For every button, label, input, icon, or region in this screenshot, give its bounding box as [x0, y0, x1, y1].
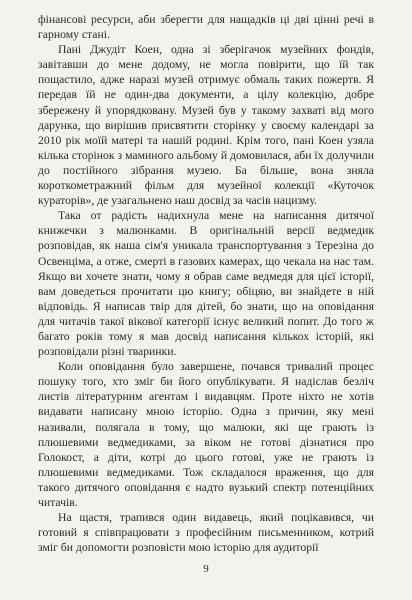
page-number: 9: [203, 563, 209, 575]
paragraph: Коли оповідання було завершене, почався тривалий процес пошуку того, хто зміг би його опублікувати. Я надіслав безліч листів літературним агентам і видавцям. Проте ніхто не хотів видавати написану мною історію. Одна з причин, яку мені називали, полягала в тому, що малюки, які ще грають із плюшевими ведмедиками, за віком не готові дізнатися про Голокост, а діти, котрі до цього готові, уже не грають із плюшевими ведмедиками. Тож складалося враження, що для такого дитячого оповідання є надто вузький спектр потенційних читачів.: [38, 360, 374, 509]
paragraph: Така от радість надихнула мене на написання дитячої книжечки з малюнками. В оригінальній версії ведмедик розповідав, як наша сім'я уникала транспортування з Терезіна до Освенціма, а отже, смерті в газових камерах, що чекала на нас там. Якщо ви хочете знати, чому я обрав саме ведмедя для цієї історії, вам доведеться прочитати цю книгу; обіцяю, ви знайдете в ній відповідь. Я написав твір для дітей, бо знати, що на оповідання для читачів такої вікової категорії існує великий попит. До того ж багато років тому я мав досвід написання кількох історій, які розповідали різні тваринки.: [38, 209, 374, 359]
paragraph-continued: фінансові ресурси, аби зберегти для нащадків ці дві цінні речі в гарному стані.: [38, 13, 374, 42]
paragraph: Пані Джудіт Коен, одна зі зберігачок музейних фондів, завітавши до мене додому, не могла повірити, що їй так пощастило, адже наразі музей отримує обмаль таких пожертв. Я передав їй не один-два документи, а цілу колекцію, добре збережену й упорядковану. Музей був у такому захваті від мого дарунка, що вирішив присвятити сторінку у своєму календарі за 2010 рік моїй матері та нашій родині. Крім того, пані Коен узяла кілька сторінок з маминого альбому й домовилася, аби їх долучили до постійного зібрання музею. Ба більше, вона зняла короткометражний фільм для музейної колекції «Куточок кураторів», де узагальнено наш досвід за часів нацизму.: [38, 43, 374, 208]
body-text: [38, 12, 374, 555]
paragraph: На щастя, трапився один видавець, який поцікавився, чи готовий я співпрацювати з професійним письменником, котрий зміг би допомогти розповісти мою історію для аудиторії: [38, 511, 374, 555]
